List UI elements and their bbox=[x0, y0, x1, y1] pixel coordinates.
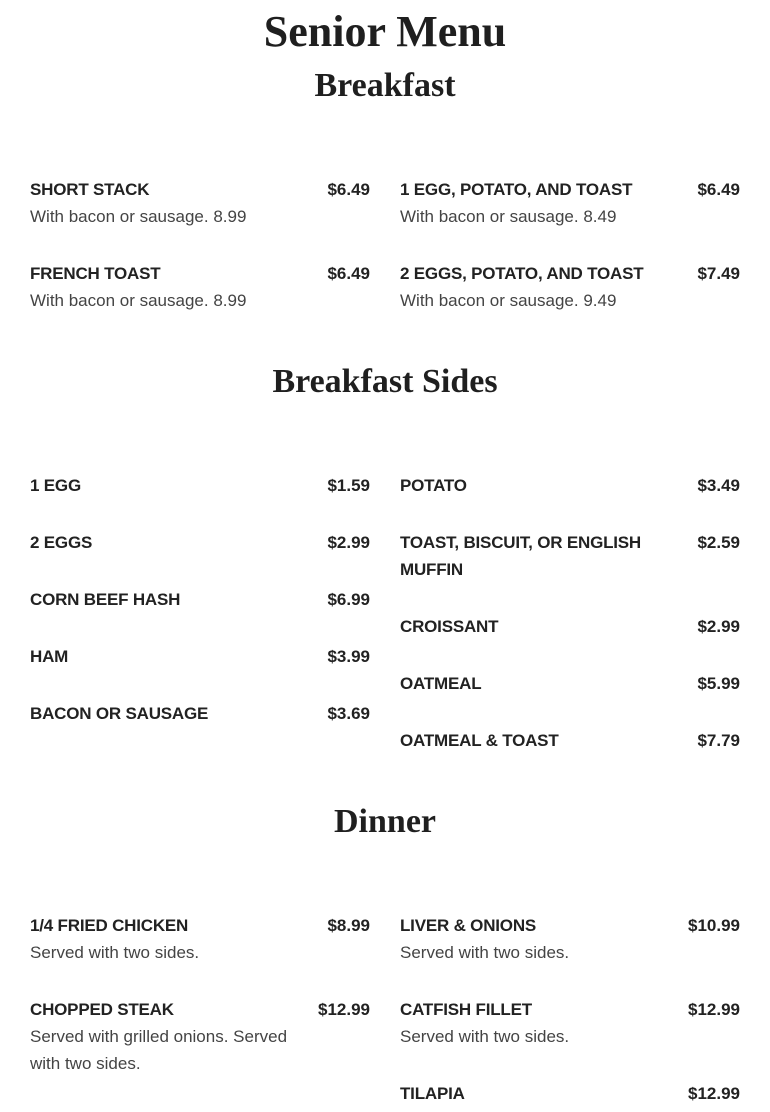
item-description: Served with grilled onions. Served with two sides. bbox=[30, 1027, 288, 1073]
menu-item bbox=[30, 643, 370, 670]
item-price: $12.99 bbox=[318, 1000, 370, 1019]
menu-item bbox=[400, 260, 740, 314]
item-name: FRENCH TOAST bbox=[30, 264, 161, 283]
dinner-left-column bbox=[30, 912, 370, 1077]
item-description: With bacon or sausage. 8.49 bbox=[400, 207, 617, 226]
item-name: CORN BEEF HASH bbox=[30, 590, 181, 609]
menu-item bbox=[30, 996, 370, 1077]
item-name: CROISSANT bbox=[400, 617, 499, 636]
item-price: $3.99 bbox=[327, 647, 370, 666]
item-name: SHORT STACK bbox=[30, 180, 150, 199]
item-description: With bacon or sausage. 9.49 bbox=[400, 291, 617, 310]
menu-item bbox=[400, 912, 740, 966]
item-name: 2 EGGS, POTATO, AND TOAST bbox=[400, 264, 644, 283]
menu-item bbox=[30, 176, 370, 230]
menu-item bbox=[400, 529, 740, 583]
item-name: BACON OR SAUSAGE bbox=[30, 704, 209, 723]
item-price: $1.59 bbox=[327, 476, 370, 495]
menu-item bbox=[400, 176, 740, 230]
section-heading-breakfast-sides: Breakfast Sides bbox=[272, 363, 498, 400]
section-heading-breakfast: Breakfast bbox=[314, 67, 456, 104]
item-price: $6.49 bbox=[327, 264, 370, 283]
item-price: $2.99 bbox=[327, 533, 370, 552]
item-price: $3.69 bbox=[327, 704, 370, 723]
dinner-right-column bbox=[400, 912, 740, 1107]
item-price: $2.99 bbox=[697, 617, 740, 636]
item-price: $10.99 bbox=[688, 916, 740, 935]
menu-item bbox=[400, 613, 740, 640]
item-description: Served with two sides. bbox=[400, 943, 570, 962]
item-name: OATMEAL & TOAST bbox=[400, 731, 559, 750]
item-name: POTATO bbox=[400, 476, 467, 495]
section-heading-dinner: Dinner bbox=[334, 803, 436, 840]
item-description: Served with two sides. bbox=[400, 1027, 570, 1046]
item-price: $3.49 bbox=[697, 476, 740, 495]
menu-item bbox=[400, 1080, 740, 1107]
item-price: $6.49 bbox=[697, 180, 740, 199]
item-description: With bacon or sausage. 8.99 bbox=[30, 207, 247, 226]
item-price: $2.59 bbox=[697, 533, 740, 552]
item-price: $6.49 bbox=[327, 180, 370, 199]
menu-item bbox=[30, 912, 370, 966]
item-description: With bacon or sausage. 8.99 bbox=[30, 291, 247, 310]
item-description: Served with two sides. bbox=[30, 943, 200, 962]
item-name: LIVER & ONIONS bbox=[400, 916, 537, 935]
item-price: $6.99 bbox=[327, 590, 370, 609]
menu-item bbox=[30, 529, 370, 556]
item-name: CHOPPED STEAK bbox=[30, 1000, 174, 1019]
sides-left-column bbox=[30, 472, 370, 727]
item-name: 1 EGG, POTATO, AND TOAST bbox=[400, 180, 633, 199]
sides-right-column bbox=[400, 472, 740, 754]
item-name: 2 EGGS bbox=[30, 533, 93, 552]
item-name: OATMEAL bbox=[400, 674, 482, 693]
item-price: $12.99 bbox=[688, 1000, 740, 1019]
item-name: TILAPIA bbox=[400, 1084, 465, 1103]
menu-item bbox=[400, 472, 740, 499]
menu-item bbox=[400, 727, 740, 754]
breakfast-right-column bbox=[400, 176, 740, 314]
item-price: $7.49 bbox=[697, 264, 740, 283]
menu-item bbox=[400, 670, 740, 697]
page-title: Senior Menu bbox=[263, 7, 507, 56]
menu-item bbox=[30, 586, 370, 613]
breakfast-left-column bbox=[30, 176, 370, 314]
item-name: TOAST, BISCUIT, OR ENGLISH MUFFIN bbox=[400, 533, 642, 579]
item-price: $7.79 bbox=[697, 731, 740, 750]
item-name: 1/4 FRIED CHICKEN bbox=[30, 916, 189, 935]
menu-item bbox=[30, 472, 370, 499]
item-price: $12.99 bbox=[688, 1084, 740, 1103]
item-name: CATFISH FILLET bbox=[400, 1000, 532, 1019]
menu-item bbox=[30, 700, 370, 727]
menu-item bbox=[400, 996, 740, 1050]
item-name: HAM bbox=[30, 647, 69, 666]
item-price: $8.99 bbox=[327, 916, 370, 935]
item-price: $5.99 bbox=[697, 674, 740, 693]
item-name: 1 EGG bbox=[30, 476, 81, 495]
menu-item bbox=[30, 260, 370, 314]
